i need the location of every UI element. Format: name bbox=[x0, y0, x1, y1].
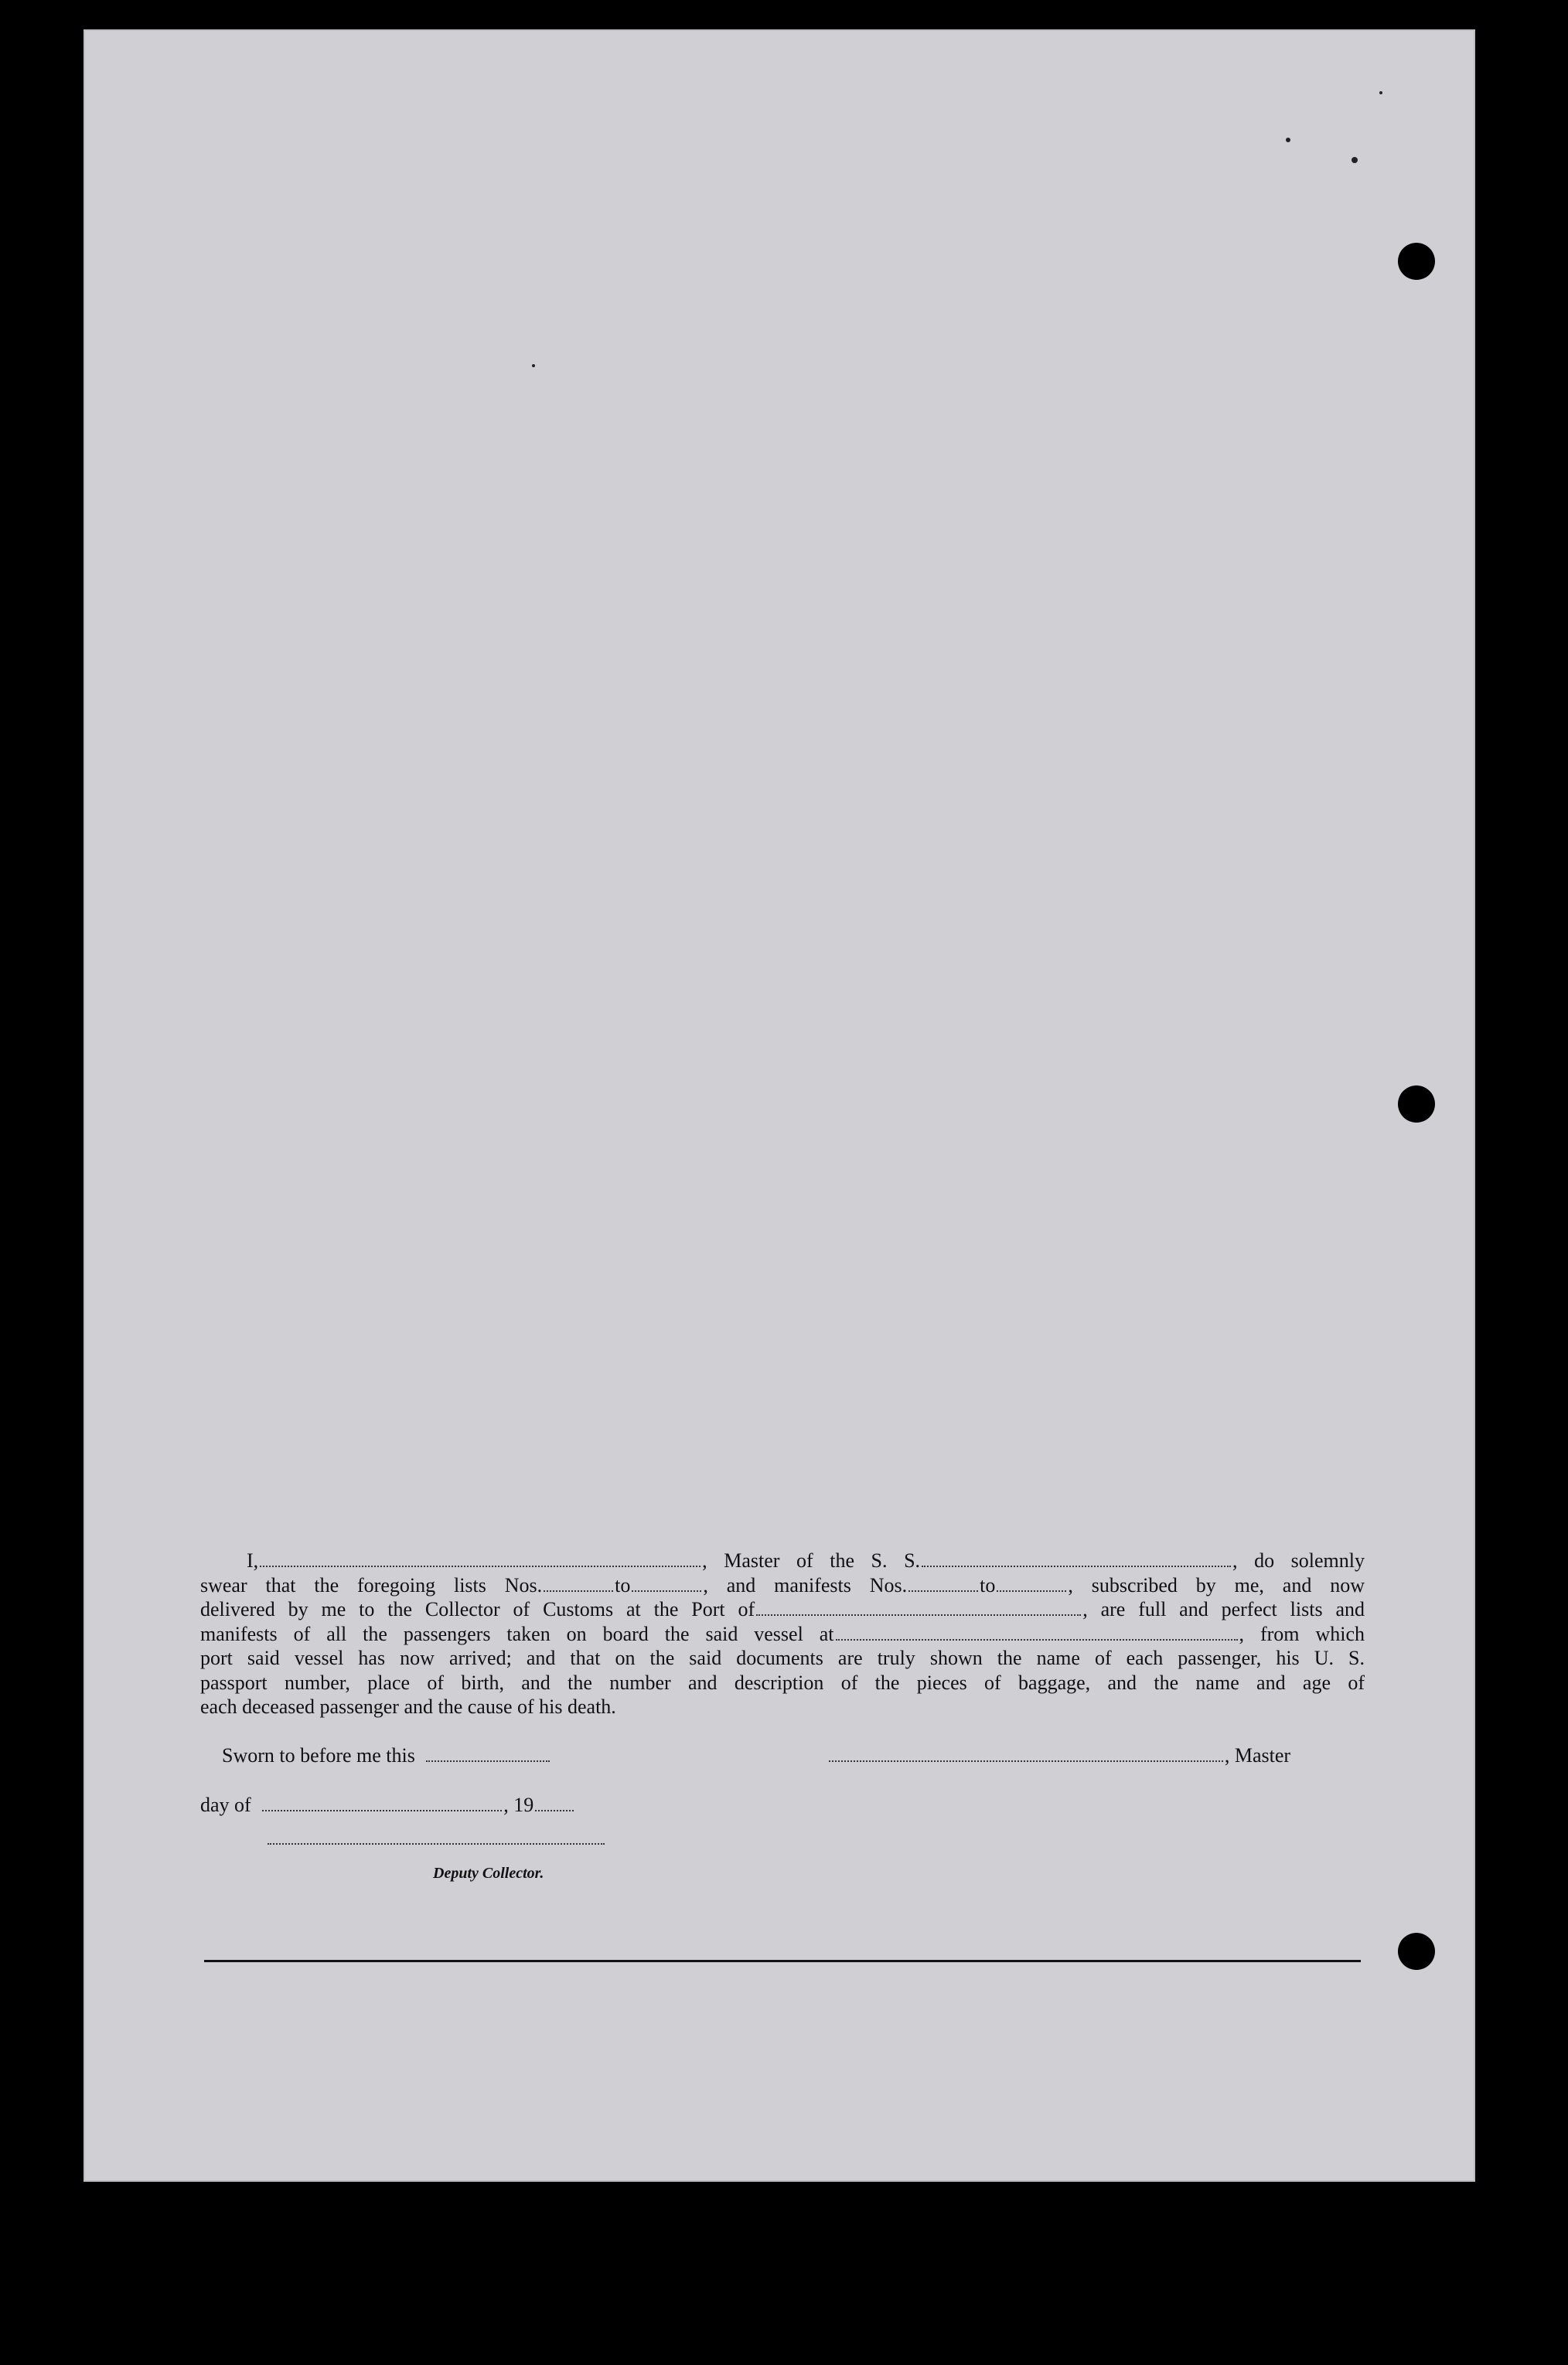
blank-vessel-name bbox=[922, 1552, 1231, 1567]
oath-text: delivered by me to the Collector of Customs at the Port of bbox=[200, 1598, 755, 1620]
punch-hole-middle bbox=[1398, 1085, 1435, 1123]
oath-line-4 bbox=[200, 1622, 1365, 1647]
oath-text: I, bbox=[247, 1549, 259, 1572]
speck bbox=[1352, 157, 1358, 163]
year-label: , 19 bbox=[503, 1794, 534, 1816]
oath-text: , Master of the S. S. bbox=[702, 1549, 921, 1572]
oath-line-6 bbox=[200, 1671, 1365, 1695]
oath-line-1 bbox=[200, 1549, 1365, 1573]
oath-text: port said vessel has now arrived; and that on the said documents are truly shown the name of each passenger, his U. S. bbox=[200, 1647, 1365, 1669]
blank-departure-port bbox=[836, 1625, 1238, 1641]
oath-text: , and manifests Nos. bbox=[703, 1573, 908, 1597]
oath-text: swear that the foregoing lists Nos. bbox=[200, 1573, 543, 1597]
master-label: , Master bbox=[1224, 1744, 1291, 1767]
oath-text: manifests of all the passengers taken on board the said vessel at bbox=[200, 1622, 834, 1645]
oath-paragraph bbox=[200, 1549, 1365, 1719]
oath-line-2 bbox=[200, 1573, 1365, 1598]
blank-manifest-from bbox=[908, 1576, 978, 1592]
sworn-label: Sworn to before me this bbox=[222, 1744, 415, 1767]
oath-text: , do solemnly bbox=[1232, 1549, 1365, 1572]
blank-master-signature bbox=[829, 1746, 1223, 1762]
blank-year bbox=[535, 1796, 574, 1811]
oath-line-7 bbox=[200, 1695, 1365, 1719]
speck bbox=[1286, 138, 1290, 142]
oath-text: passport number, place of birth, and the number and description of the pieces of baggage, and the name and age of bbox=[200, 1671, 1365, 1694]
deputy-signature-line bbox=[268, 1843, 605, 1845]
blank-master-name bbox=[260, 1552, 700, 1567]
oath-text: , subscribed by me, and now bbox=[1068, 1573, 1365, 1597]
speck bbox=[532, 364, 535, 367]
oath-text: , are full and perfect lists and bbox=[1082, 1598, 1365, 1620]
deputy-collector-label: Deputy Collector. bbox=[433, 1865, 544, 1882]
oath-text: each deceased passenger and the cause of his death. bbox=[200, 1695, 616, 1718]
oath-text: to bbox=[615, 1573, 631, 1597]
bottom-rule bbox=[204, 1960, 1361, 1962]
document-page bbox=[84, 29, 1475, 2182]
blank-sworn-day bbox=[426, 1746, 550, 1762]
oath-line-5 bbox=[200, 1646, 1365, 1671]
oath-text: to bbox=[980, 1573, 996, 1597]
day-of-row bbox=[200, 1794, 1365, 1817]
sworn-row bbox=[200, 1744, 1365, 1767]
oath-text: , from which bbox=[1239, 1622, 1365, 1645]
blank-list-from bbox=[544, 1576, 613, 1592]
punch-hole-top bbox=[1398, 243, 1435, 280]
blank-list-to bbox=[632, 1576, 701, 1592]
day-of-label: day of bbox=[200, 1794, 251, 1816]
punch-hole-bottom bbox=[1398, 1933, 1435, 1970]
speck bbox=[1379, 91, 1382, 94]
blank-month bbox=[262, 1796, 502, 1811]
oath-line-3 bbox=[200, 1597, 1365, 1622]
blank-manifest-to bbox=[997, 1576, 1066, 1592]
blank-port bbox=[756, 1600, 1081, 1616]
